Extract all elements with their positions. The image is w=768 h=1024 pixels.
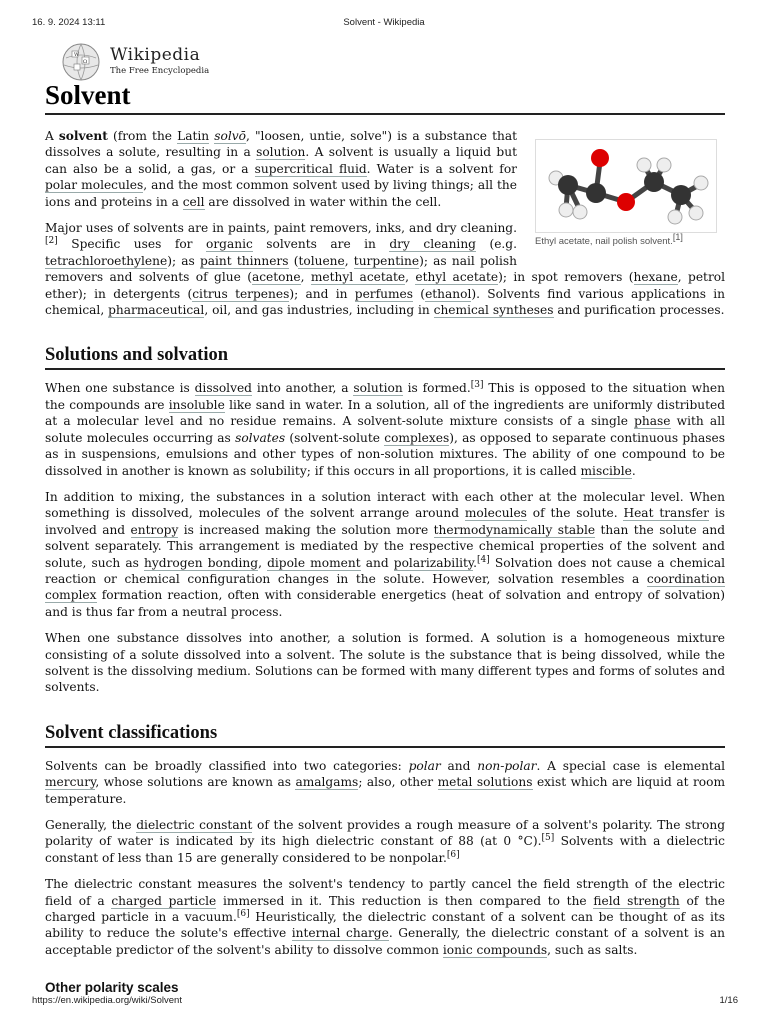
subsection-heading-polarity-scales: Other polarity scales bbox=[45, 980, 179, 996]
title-divider bbox=[45, 113, 725, 115]
section2-paragraph-3: The dielectric constant measures the solvent's tendency to partly cancel the field strength of the electric field of a charged particle immersed in it. This reduction is then compared to the field strength of the charged particle in a vacuum.[6] Heuristically, the dielectric constant of a solvent can be thought of as its ability to reduce the solute's effective internal charge. Generally, the dielectric constant of a solvent is an acceptable predictor of the solvent's ability to dissolve common ionic compounds, such as salts. bbox=[45, 877, 725, 957]
section-heading-classifications: Solvent classifications bbox=[45, 722, 725, 748]
link-phase[interactable]: phase bbox=[634, 414, 671, 429]
link-amalgams[interactable]: amalgams bbox=[295, 775, 359, 790]
wikipedia-globe-icon bbox=[60, 42, 102, 82]
print-date: 16. 9. 2024 13:11 bbox=[32, 17, 106, 28]
link-ionic-compounds[interactable]: ionic compounds bbox=[442, 942, 548, 957]
link-hexane[interactable]: hexane bbox=[633, 270, 678, 285]
link-paint-thinners[interactable]: paint thinners bbox=[199, 253, 289, 268]
link-solvo[interactable]: solvō bbox=[214, 129, 246, 143]
link-complexes[interactable]: complexes bbox=[384, 430, 450, 445]
link-thermodynamically-stable[interactable]: thermodynamically stable bbox=[433, 522, 596, 537]
link-latin[interactable]: Latin bbox=[177, 129, 210, 143]
term-solvates: solvates bbox=[235, 430, 286, 445]
citation-link[interactable]: [6] bbox=[446, 849, 460, 860]
link-dissolved[interactable]: dissolved bbox=[194, 381, 252, 396]
link-toluene[interactable]: toluene bbox=[298, 253, 345, 268]
section2-paragraph-2: Generally, the dielectric constant of the solvent provides a rough measure of a solvent's polarity. The strong polarity of water is indicated by its high dielectric constant of 88 (at 0 °C).[5] Solvents with a dielectric constant of less than 15 are generally considered to be nonpolar.[6] bbox=[45, 818, 725, 865]
link-turpentine[interactable]: turpentine bbox=[353, 253, 420, 268]
svg-text:Ω: Ω bbox=[83, 59, 88, 65]
page-title: Solvent bbox=[45, 80, 131, 110]
citation-link[interactable]: [6] bbox=[236, 908, 250, 919]
link-hydrogen-bonding[interactable]: hydrogen bonding bbox=[144, 555, 259, 570]
link-supercritical-fluid[interactable]: supercritical fluid bbox=[254, 161, 367, 176]
link-pharmaceutical[interactable]: pharmaceutical bbox=[108, 303, 205, 318]
citation-link[interactable]: [2] bbox=[45, 236, 58, 247]
ethyl-acetate-molecule-icon bbox=[536, 140, 716, 232]
link-molecules[interactable]: molecules bbox=[464, 506, 527, 521]
print-page-number: 1/16 bbox=[719, 995, 738, 1006]
link-entropy[interactable]: entropy bbox=[130, 522, 179, 537]
link-cell[interactable]: cell bbox=[182, 194, 205, 209]
section-heading-solutions: Solutions and solvation bbox=[45, 344, 725, 370]
link-solution[interactable]: solution bbox=[256, 145, 306, 160]
citation-link[interactable]: [1] bbox=[672, 231, 683, 242]
intro-paragraph-2: Major uses of solvents are in paints, paint removers, inks, and dry cleaning.[2] Specific uses for organic solvents are in dry cleaning (e.g. tetrachloroethylene); as paint thinners (toluene, turpentine); as nail polish removers and solvents of glue (acetone, methyl acetate, ethyl acetate); in spot removers (hexane, petrol ether); in detergents (citrus terpenes); and in perfumes (ethanol). Solvents find various applications in chemical, pharmaceutical, oil, and gas industries, including in chemical syntheses and purification processes. bbox=[45, 221, 726, 318]
link-field-strength[interactable]: field strength bbox=[593, 893, 680, 908]
print-title: Solvent - Wikipedia bbox=[343, 17, 425, 28]
link-ethanol[interactable]: ethanol bbox=[425, 286, 472, 301]
link-insoluble[interactable]: insoluble bbox=[168, 397, 225, 412]
link-heat-transfer[interactable]: Heat transfer bbox=[623, 506, 709, 521]
link-perfumes[interactable]: perfumes bbox=[354, 286, 413, 301]
infobox-caption: Ethyl acetate, nail polish solvent.[1] bbox=[535, 231, 683, 247]
link-tetrachloroethylene[interactable]: tetrachloroethylene bbox=[45, 253, 168, 268]
link-chemical-syntheses[interactable]: chemical syntheses bbox=[433, 303, 554, 318]
citation-link[interactable]: [3] bbox=[470, 380, 484, 391]
link-citrus-terpenes[interactable]: citrus terpenes bbox=[192, 286, 290, 301]
section1-paragraph-2: In addition to mixing, the substances in a solution interact with each other at the molecular level. When something is dissolved, molecules of the solvent arrange around molecules of the solute. Heat transfer is involved and entropy is increased making the solution more thermodynamically stable than the solute and solvent separately. This arrangement is mediated by the respective chemical properties of the solvent and solute, such as hydrogen bonding, dipole moment and polarizability.[4] Solvation does not cause a chemical reaction or chemical configuration changes in the solute. However, solvation resembles a coordination complex formation reaction, often with considerable energetics (heat of solvation and entropy of solvation) and is thus far from a neutral process. bbox=[45, 489, 726, 619]
citation-link[interactable]: [4] bbox=[477, 554, 490, 565]
section1-paragraph-3: When one substance dissolves into another, a solution is formed. A solution is a homogeneous mixture consisting of a solute dissolved into a solvent. The solute is the substance that is being dissolved, while the solvent is the dissolving medium. Solutions can be formed with many different types and forms of solutes and solvents. bbox=[45, 631, 725, 695]
link-internal-charge[interactable]: internal charge bbox=[291, 926, 389, 941]
citation-link[interactable]: [5] bbox=[541, 833, 555, 844]
wikipedia-wordmark: Wikipedia bbox=[110, 45, 201, 65]
section2-paragraph-1: Solvents can be broadly classified into two categories: polar and non-polar. A special case is elemental mercury, whose solutions are known as amalgams; also, other metal solutions exist which are liquid at room temperature. bbox=[45, 758, 726, 806]
article-body bbox=[45, 128, 725, 997]
link-miscible[interactable]: miscible bbox=[580, 463, 632, 478]
link-acetone[interactable]: acetone bbox=[251, 270, 301, 285]
link-dielectric-constant[interactable]: dielectric constant bbox=[136, 818, 253, 832]
link-polarizability[interactable]: polarizability bbox=[393, 555, 474, 570]
print-url: https://en.wikipedia.org/wiki/Solvent bbox=[32, 995, 182, 1006]
link-dry-cleaning[interactable]: dry cleaning bbox=[389, 237, 476, 252]
link-solution[interactable]: solution bbox=[353, 381, 403, 396]
link-mercury[interactable]: mercury bbox=[45, 775, 96, 790]
link-polar-molecules[interactable]: polar molecules bbox=[45, 178, 144, 193]
section1-paragraph-1: When one substance is dissolved into another, a solution is formed.[3] This is opposed to the situation when the compounds are insoluble like sand in water. In a solution, all of the ingredients are uniformly distributed at a molecular level and no residue remains. A solvent-solute mixture consists of a single phase with all solute molecules occurring as solvates (solvent-solute complexes), as opposed to separate continuous phases as in suspensions, emulsions and other types of non-solution mixtures. The ability of one compound to be dissolved in another is known as solubility; if this occurs in all proportions, it is called miscible. bbox=[45, 380, 726, 478]
link-metal-solutions[interactable]: metal solutions bbox=[437, 775, 533, 790]
svg-text:W: W bbox=[74, 52, 80, 58]
infobox bbox=[535, 139, 725, 248]
link-coordination-complex[interactable]: coordination complex bbox=[45, 571, 725, 603]
link-ethyl-acetate[interactable]: ethyl acetate bbox=[415, 270, 499, 285]
ethyl-acetate-image[interactable] bbox=[535, 139, 717, 233]
link-charged-particle[interactable]: charged particle bbox=[111, 893, 217, 908]
wikipedia-tagline: The Free Encyclopedia bbox=[110, 66, 210, 76]
link-dipole-moment[interactable]: dipole moment bbox=[267, 555, 361, 570]
link-organic[interactable]: organic bbox=[205, 237, 253, 252]
link-methyl-acetate[interactable]: methyl acetate bbox=[310, 270, 406, 285]
intro-paragraph-1: A solvent (from the Latin solvō, "loosen, untie, solve") is a substance that dissolves a solute, resulting in a solution. A solvent is usually a liquid but can also be a solid, a gas, or a supercritical fluid. Water is a solvent for polar molecules, and the most common solvent used by living things; all the ions and proteins in a cell are dissolved in water within the cell. bbox=[45, 129, 517, 209]
